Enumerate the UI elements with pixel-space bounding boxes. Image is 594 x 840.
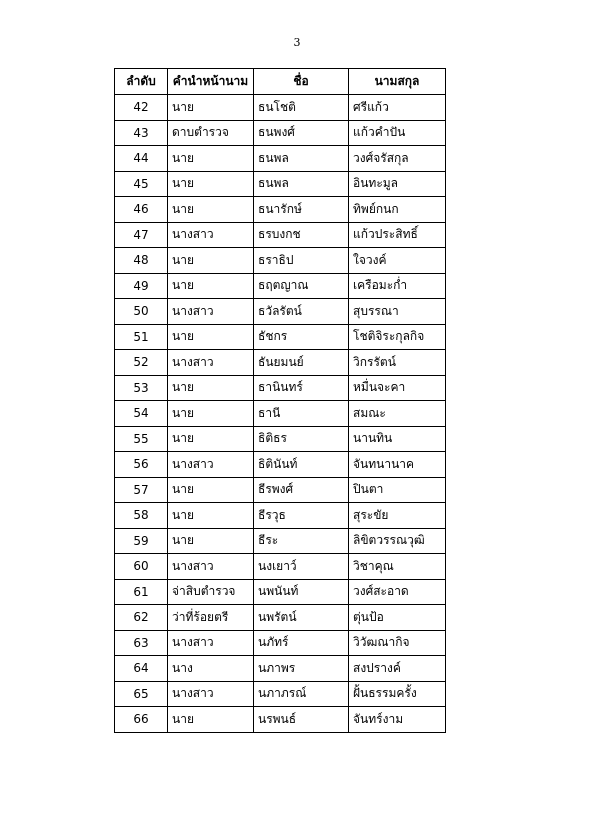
cell-last-name: โชติจิระกุลกิจ	[349, 324, 446, 350]
cell-prefix: ดาบตำรวจ	[168, 120, 254, 146]
table-row	[115, 350, 446, 376]
cell-prefix: นาย	[168, 95, 254, 121]
cell-prefix: นาย	[168, 146, 254, 172]
cell-first-name: ธนโชติ	[254, 95, 349, 121]
cell-number: 54	[115, 401, 168, 427]
table-row	[115, 426, 446, 452]
cell-number: 62	[115, 605, 168, 631]
cell-number: 42	[115, 95, 168, 121]
table-row	[115, 528, 446, 554]
cell-number: 46	[115, 197, 168, 223]
header-no: ลำดับ	[115, 69, 168, 95]
cell-number: 52	[115, 350, 168, 376]
table-body	[115, 95, 446, 733]
cell-number: 48	[115, 248, 168, 274]
cell-last-name: ปินตา	[349, 477, 446, 503]
table-row	[115, 554, 446, 580]
cell-number: 47	[115, 222, 168, 248]
table-row	[115, 707, 446, 733]
table-row	[115, 299, 446, 325]
cell-prefix: นาย	[168, 248, 254, 274]
cell-prefix: นางสาว	[168, 222, 254, 248]
cell-number: 63	[115, 630, 168, 656]
table-row	[115, 503, 446, 529]
cell-last-name: ฝั้นธรรมครั้ง	[349, 681, 446, 707]
cell-prefix: นาย	[168, 707, 254, 733]
table-row	[115, 681, 446, 707]
cell-last-name: ทิพย์กนก	[349, 197, 446, 223]
cell-number: 61	[115, 579, 168, 605]
cell-first-name: นรพนธ์	[254, 707, 349, 733]
cell-prefix: นาย	[168, 401, 254, 427]
header-first-name: ชื่อ	[254, 69, 349, 95]
cell-number: 55	[115, 426, 168, 452]
cell-first-name: ธานินทร์	[254, 375, 349, 401]
header-last-name: นามสกุล	[349, 69, 446, 95]
cell-number: 56	[115, 452, 168, 478]
cell-first-name: ธีรวุธ	[254, 503, 349, 529]
cell-prefix: นาย	[168, 171, 254, 197]
cell-last-name: ใจวงค์	[349, 248, 446, 274]
page-number: 3	[293, 36, 301, 49]
cell-first-name: ธราธิป	[254, 248, 349, 274]
cell-number: 59	[115, 528, 168, 554]
cell-last-name: จันทนานาค	[349, 452, 446, 478]
cell-last-name: นานทิน	[349, 426, 446, 452]
table-row	[115, 197, 446, 223]
cell-number: 50	[115, 299, 168, 325]
cell-number: 49	[115, 273, 168, 299]
cell-prefix: นาย	[168, 375, 254, 401]
cell-first-name: ธวัลรัตน์	[254, 299, 349, 325]
table-row	[115, 171, 446, 197]
cell-prefix: นาย	[168, 197, 254, 223]
cell-last-name: อินทะมูล	[349, 171, 446, 197]
table-row	[115, 375, 446, 401]
table-row	[115, 656, 446, 682]
cell-first-name: นพรัตน์	[254, 605, 349, 631]
cell-first-name: ธนพงศ์	[254, 120, 349, 146]
cell-first-name: นภัทร์	[254, 630, 349, 656]
table-row	[115, 120, 446, 146]
cell-number: 58	[115, 503, 168, 529]
table-row	[115, 146, 446, 172]
cell-prefix: จ่าสิบตำรวจ	[168, 579, 254, 605]
cell-prefix: นาย	[168, 528, 254, 554]
cell-last-name: ลิขิตวรรณวุฒิ	[349, 528, 446, 554]
cell-prefix: นางสาว	[168, 299, 254, 325]
cell-prefix: นาย	[168, 324, 254, 350]
cell-first-name: นภาภรณ์	[254, 681, 349, 707]
table-row	[115, 222, 446, 248]
cell-last-name: สงปรางค์	[349, 656, 446, 682]
cell-last-name: หมื่นจะคา	[349, 375, 446, 401]
table-row	[115, 248, 446, 274]
cell-first-name: ธนพล	[254, 146, 349, 172]
cell-prefix: นาย	[168, 273, 254, 299]
cell-last-name: เครือมะกํ่า	[349, 273, 446, 299]
cell-last-name: แก้วประสิทธิ์	[349, 222, 446, 248]
table-row	[115, 324, 446, 350]
header-row	[115, 69, 446, 95]
cell-number: 53	[115, 375, 168, 401]
cell-first-name: ธฤตญาณ	[254, 273, 349, 299]
cell-prefix: นางสาว	[168, 681, 254, 707]
cell-prefix: นางสาว	[168, 630, 254, 656]
cell-prefix: นาย	[168, 503, 254, 529]
cell-last-name: ศรีแก้ว	[349, 95, 446, 121]
name-list-table	[114, 68, 446, 733]
cell-last-name: แก้วคำปัน	[349, 120, 446, 146]
table-row	[115, 630, 446, 656]
cell-last-name: สุบรรณา	[349, 299, 446, 325]
table-row	[115, 401, 446, 427]
cell-last-name: วิวัฒณากิจ	[349, 630, 446, 656]
cell-last-name: ตุ่นป้อ	[349, 605, 446, 631]
cell-last-name: วงศ์จรัสกุล	[349, 146, 446, 172]
cell-number: 60	[115, 554, 168, 580]
table-row	[115, 452, 446, 478]
cell-number: 43	[115, 120, 168, 146]
cell-prefix: นาง	[168, 656, 254, 682]
cell-number: 44	[115, 146, 168, 172]
cell-prefix: นางสาว	[168, 452, 254, 478]
cell-last-name: วงศ์สะอาด	[349, 579, 446, 605]
cell-first-name: ธิตินันท์	[254, 452, 349, 478]
cell-first-name: ธัชกร	[254, 324, 349, 350]
cell-prefix: ว่าที่ร้อยตรี	[168, 605, 254, 631]
cell-first-name: ธีรพงศ์	[254, 477, 349, 503]
cell-last-name: วิกรรัตน์	[349, 350, 446, 376]
cell-first-name: ธรบงกช	[254, 222, 349, 248]
cell-first-name: นงเยาว์	[254, 554, 349, 580]
table-row	[115, 477, 446, 503]
cell-number: 65	[115, 681, 168, 707]
cell-first-name: นภาพร	[254, 656, 349, 682]
cell-number: 66	[115, 707, 168, 733]
table-row	[115, 605, 446, 631]
table-row	[115, 273, 446, 299]
table-row	[115, 95, 446, 121]
cell-first-name: ธีระ	[254, 528, 349, 554]
cell-first-name: ธิติธร	[254, 426, 349, 452]
cell-first-name: ธันยมนย์	[254, 350, 349, 376]
cell-prefix: นางสาว	[168, 554, 254, 580]
cell-number: 45	[115, 171, 168, 197]
cell-first-name: นพนันท์	[254, 579, 349, 605]
header-prefix: คำนำหน้านาม	[168, 69, 254, 95]
cell-first-name: ธนารักษ์	[254, 197, 349, 223]
cell-last-name: จันทร์งาม	[349, 707, 446, 733]
cell-first-name: ธนพล	[254, 171, 349, 197]
table-header	[115, 69, 446, 95]
cell-last-name: วิชาคุณ	[349, 554, 446, 580]
cell-last-name: สมณะ	[349, 401, 446, 427]
cell-last-name: สุระขัย	[349, 503, 446, 529]
cell-prefix: นางสาว	[168, 350, 254, 376]
cell-prefix: นาย	[168, 426, 254, 452]
cell-first-name: ธานี	[254, 401, 349, 427]
cell-number: 51	[115, 324, 168, 350]
cell-number: 64	[115, 656, 168, 682]
cell-number: 57	[115, 477, 168, 503]
table-row	[115, 579, 446, 605]
cell-prefix: นาย	[168, 477, 254, 503]
